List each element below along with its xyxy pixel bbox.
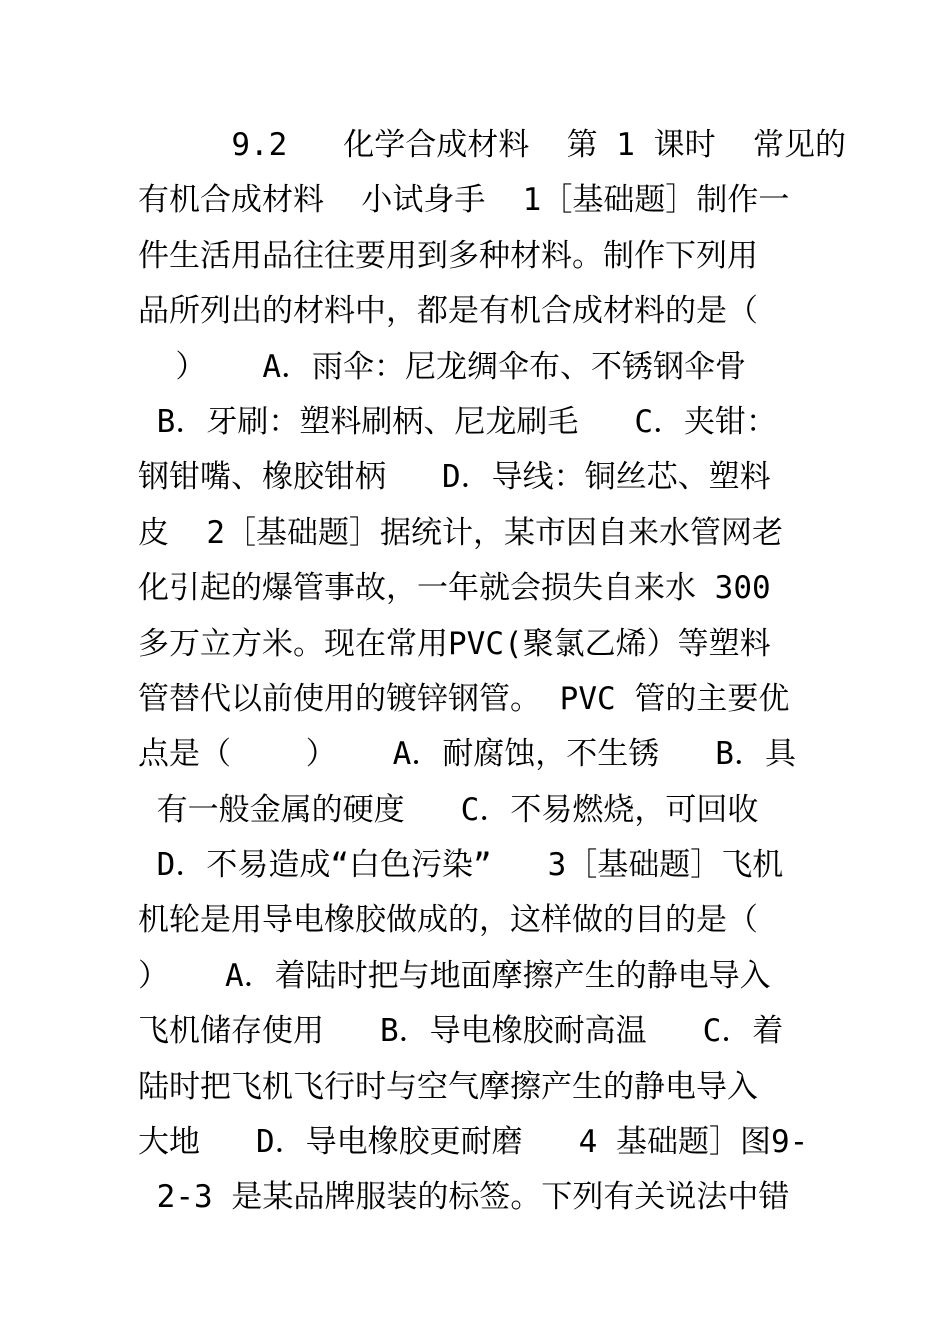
text-line: 2-3 是某品牌服装的标签。下列有关说法中错	[138, 1179, 790, 1216]
text-line: 9.2 化学合成材料 第 1 课时 常见的	[138, 127, 846, 163]
text-line: 飞机储存使用 B．导电橡胶耐高温 C．着	[138, 1013, 784, 1050]
text-line: 多万立方米。现在常用PVC(聚氯乙烯）等塑料	[138, 625, 771, 662]
text-line: 化引起的爆管事故，一年就会损失自来水 300	[138, 570, 771, 607]
text-line: 大地 D．导电橡胶更耐磨 4 基础题］图9-	[138, 1124, 809, 1161]
text-line: 品所列出的材料中，都是有机合成材料的是（	[138, 293, 758, 330]
body-text	[138, 118, 846, 1226]
text-line: 陆时把飞机飞行时与空气摩擦产生的静电导入	[138, 1068, 758, 1105]
text-line: B．牙刷：塑料刷柄、尼龙刷毛 C．夹钳：	[138, 403, 777, 440]
text-line: 点是（ ） A．耐腐蚀，不生锈 B．具	[138, 736, 796, 773]
text-line: 有机合成材料 小试身手 1［基础题］制作一	[138, 182, 790, 219]
text-line: 件生活用品往往要用到多种材料。制作下列用	[138, 237, 758, 274]
text-line: D．不易造成“白色污染” 3［基础题］飞机	[138, 847, 784, 884]
text-line: ） A．雨伞：尼龙绸伞布、不锈钢伞骨	[138, 348, 746, 385]
text-line: ） A．着陆时把与地面摩擦产生的静电导入	[138, 957, 771, 994]
text-line: 钢钳嘴、橡胶钳柄 D．导线：铜丝芯、塑料	[138, 459, 771, 496]
text-line: 有一般金属的硬度 C．不易燃烧，可回收	[138, 791, 759, 828]
text-line: 机轮是用导电橡胶做成的，这样做的目的是（	[138, 902, 758, 939]
text-line: 皮 2［基础题］据统计，某市因自来水管网老	[138, 514, 783, 551]
text-line: 管替代以前使用的镀锌钢管。 PVC 管的主要优	[138, 680, 790, 717]
